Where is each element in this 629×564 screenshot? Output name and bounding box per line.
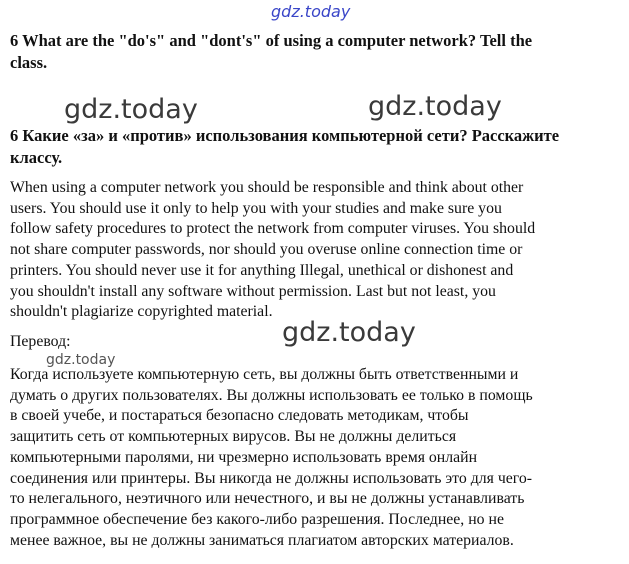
answer-russian-line: защитить сеть от компьютерных вирусов. Вы не должны делиться	[10, 428, 457, 446]
watermark-right: gdz.today	[368, 91, 502, 122]
answer-english-line: printers. You should never use it for anything Illegal, unethical or dishonest and	[10, 261, 514, 279]
question-english-line: class.	[10, 53, 48, 72]
question-english	[10, 30, 600, 74]
watermark-left: gdz.today	[64, 94, 198, 125]
answer-english-line: When using a computer network you should be responsible and think about other	[10, 179, 524, 196]
answer-russian-line: Когда используете компьютерную сеть, вы должны быть ответственными и	[10, 366, 519, 383]
question-russian	[10, 125, 610, 169]
answer-russian-line: программное обеспечение без какого-либо разрешения. Последнее, но не	[10, 510, 504, 528]
question-english-line: 6 What are the "do's" and "dont's" of using a computer network? Tell the	[10, 31, 533, 50]
question-russian-line: 6 Какие «за» и «против» использования компьютерной сети? Расскажите	[10, 126, 560, 145]
question-russian-line: классу.	[10, 148, 63, 167]
answer-english-line: follow safety procedures to protect the network from computer viruses. You should	[10, 220, 536, 238]
answer-russian	[10, 365, 533, 551]
answer-english-line: users. You should use it only to help you with your studies and make sure you	[10, 199, 502, 217]
answer-english-line: you shouldn't install any software without permission. Last but not least, you	[10, 282, 496, 300]
answer-russian-line: соединения или принтеры. Вы никогда не должны использовать это для чего-	[10, 469, 533, 487]
answer-english-line: shouldn't plagiarize copyrighted material.	[10, 303, 273, 321]
answer-russian-line: компьютерными паролями, ни чрезмерно использовать время онлайн	[10, 448, 478, 466]
answer-english	[10, 178, 535, 323]
answer-russian-line: менее важное, вы не должны заниматься плагиатом авторских материалов.	[10, 531, 514, 549]
translation-label: Перевод:	[10, 333, 71, 350]
answer-russian-line: думать о других пользователях. Вы должны использовать ее только в помощь	[10, 386, 533, 404]
watermark-top: gdz.today	[271, 2, 351, 21]
answer-russian-line: то нелегального, неэтичного или нечестного, и вы не должны устанавливать	[10, 490, 525, 508]
answer-russian-line: в своей учебе, и постараться безопасно следовать методикам, чтобы	[10, 407, 469, 425]
answer-english-line: not share computer passwords, nor should you overuse online connection time or	[10, 241, 523, 259]
watermark-small: gdz.today	[46, 352, 116, 368]
watermark-middle: gdz.today	[282, 317, 416, 348]
